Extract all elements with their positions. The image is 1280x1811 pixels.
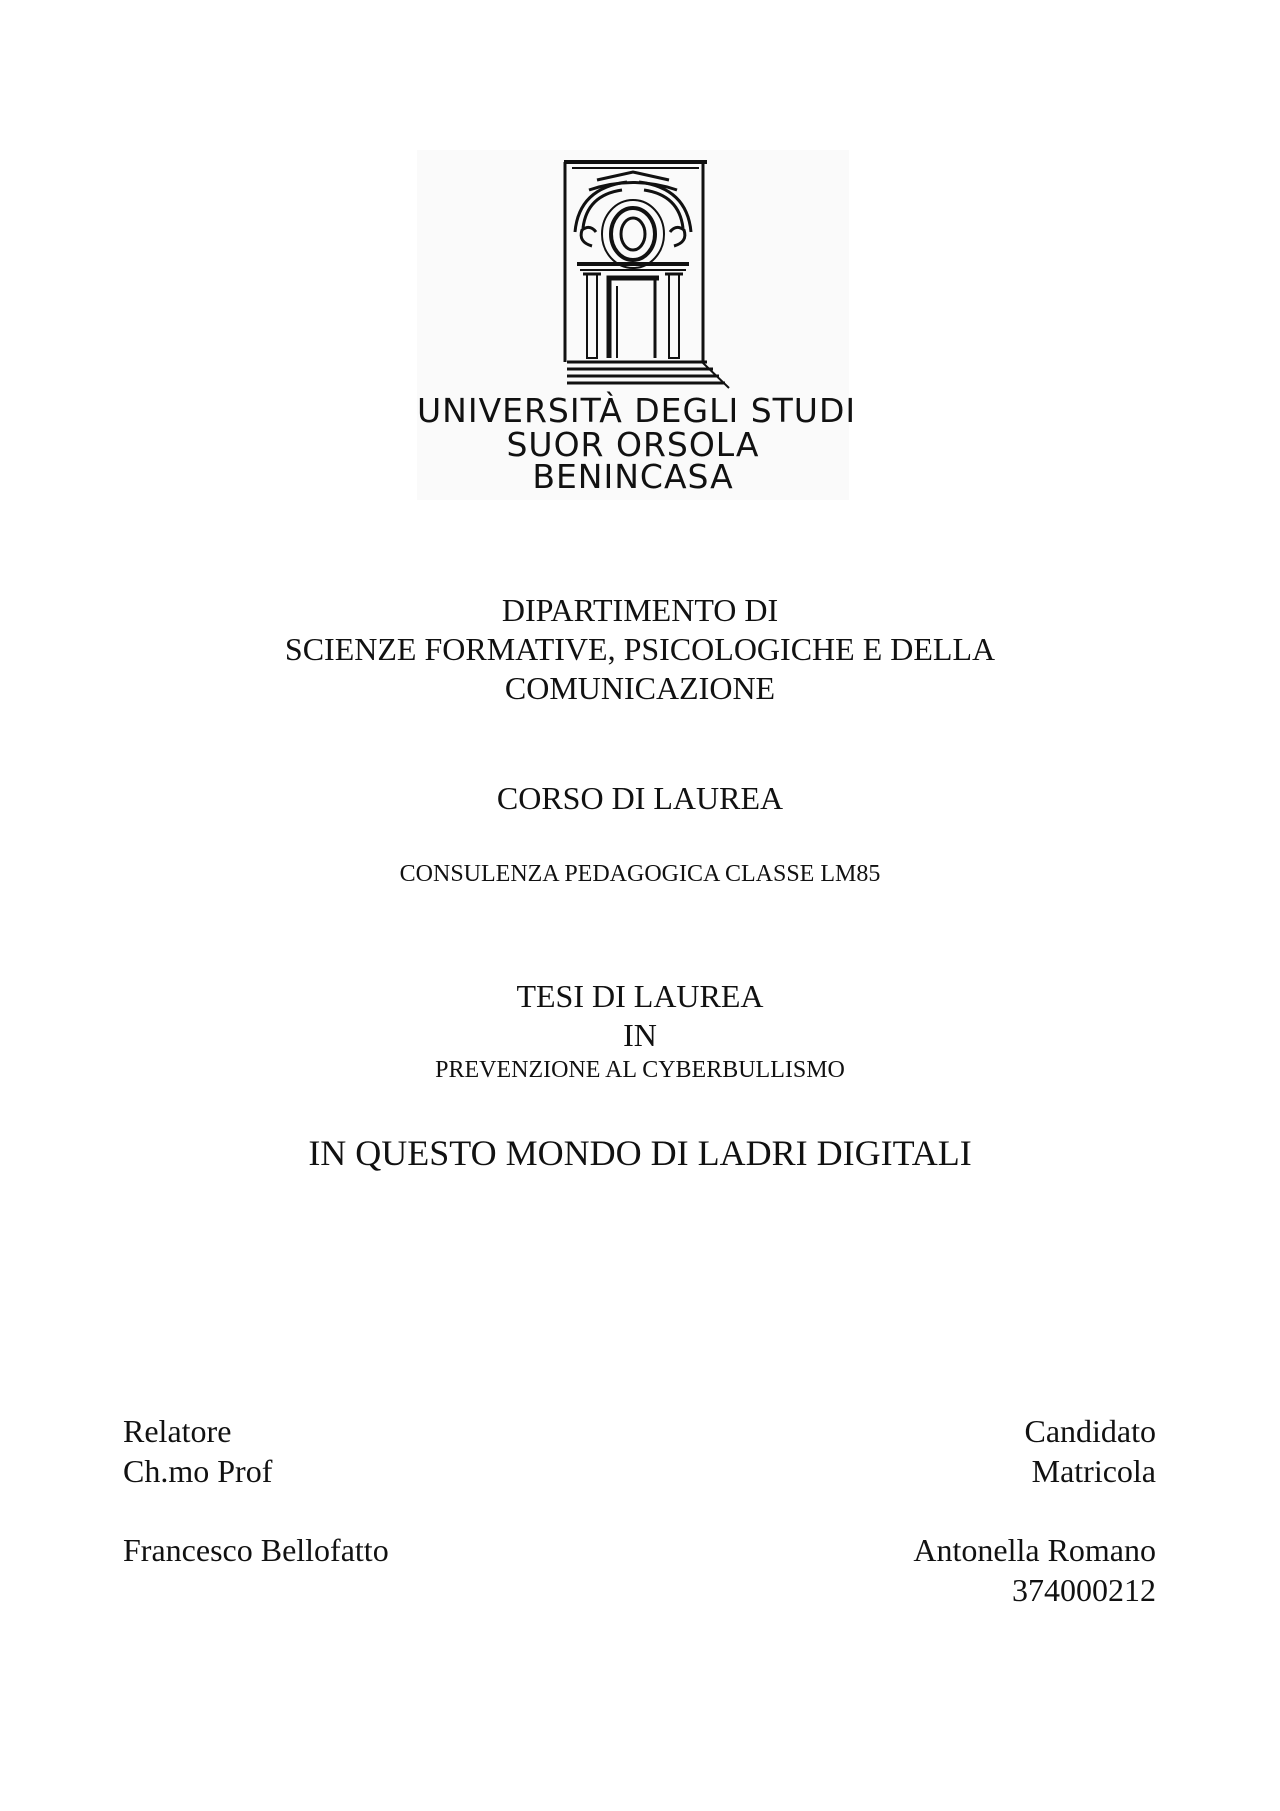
logo-text-line3: BENINCASA — [532, 457, 734, 496]
candidate-id-number: 374000212 — [1012, 1572, 1156, 1608]
thesis-title: IN QUESTO MONDO DI LADRI DIGITALI — [308, 1133, 972, 1173]
department-line1: DIPARTIMENTO DI — [501, 592, 779, 628]
building-portal-icon — [417, 150, 849, 395]
supervisor-name: Francesco Bellofatto — [123, 1532, 389, 1568]
thesis-label: TESI DI LAUREA — [516, 978, 764, 1014]
department-line3: COMUNICAZIONE — [504, 670, 776, 706]
course-name: CONSULENZA PEDAGOGICA CLASSE LM85 — [399, 861, 881, 887]
candidate-role: Candidato — [1024, 1413, 1156, 1449]
supervisor-honorific: Ch.mo Prof — [123, 1453, 273, 1489]
course-label: CORSO DI LAUREA — [496, 780, 784, 816]
candidate-id-label: Matricola — [1031, 1453, 1156, 1489]
supervisor-role: Relatore — [123, 1413, 232, 1449]
candidate-name: Antonella Romano — [913, 1532, 1156, 1568]
department-line2: SCIENZE FORMATIVE, PSICOLOGICHE E DELLA — [284, 631, 996, 667]
thesis-in: IN — [623, 1017, 657, 1053]
university-logo — [417, 150, 857, 500]
thesis-subject: PREVENZIONE AL CYBERBULLISMO — [435, 1057, 845, 1083]
logo-text-line2: SUOR ORSOLA — [506, 425, 760, 464]
logo-text-line1: UNIVERSITÀ DEGLI STUDI — [417, 391, 857, 430]
